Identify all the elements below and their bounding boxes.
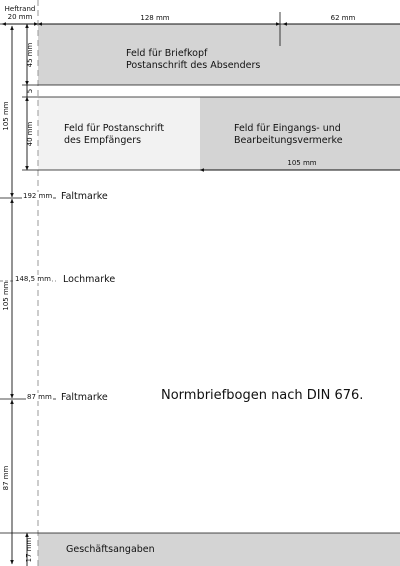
heftrand-label: Heftrand 20 mm — [4, 5, 36, 21]
business-label: Geschäftsangaben — [66, 544, 155, 555]
processing-text: Feld für Eingangs- und Bearbeitungsvermerke — [234, 123, 343, 146]
dim-62-label: 62 mm — [330, 14, 356, 22]
dim-105-outer-top-label: 105 mm — [2, 101, 10, 131]
dim-128-label: 128 mm — [140, 14, 170, 22]
fold-upper-label: Faltmarke — [61, 191, 108, 202]
dim-17-label: 17 mm — [25, 537, 33, 563]
dim-40-label: 40 mm — [26, 121, 34, 147]
dim-105-inner-label: 105 mm — [287, 159, 317, 167]
letterhead-text: Feld für Briefkopf Postanschrift des Absenders — [126, 48, 261, 71]
diagram-title: Normbriefbogen nach DIN 676. — [161, 388, 364, 403]
hole-value: 148,5 mm — [15, 275, 51, 283]
fold-lower-value: 87 mm — [27, 393, 52, 401]
fold-upper-value: 192 mm — [23, 192, 53, 200]
dim-105-outer-mid-label: 105 mm — [2, 281, 10, 311]
dim-45-label: 45 mm — [26, 42, 34, 68]
hole-label: Lochmarke — [63, 274, 116, 285]
dim-5-label: 5 — [26, 88, 34, 94]
recipient-text: Feld für Postanschrift des Empfängers — [64, 123, 165, 146]
fold-lower-label: Faltmarke — [61, 392, 108, 403]
dim-87-label: 87 mm — [2, 465, 10, 491]
